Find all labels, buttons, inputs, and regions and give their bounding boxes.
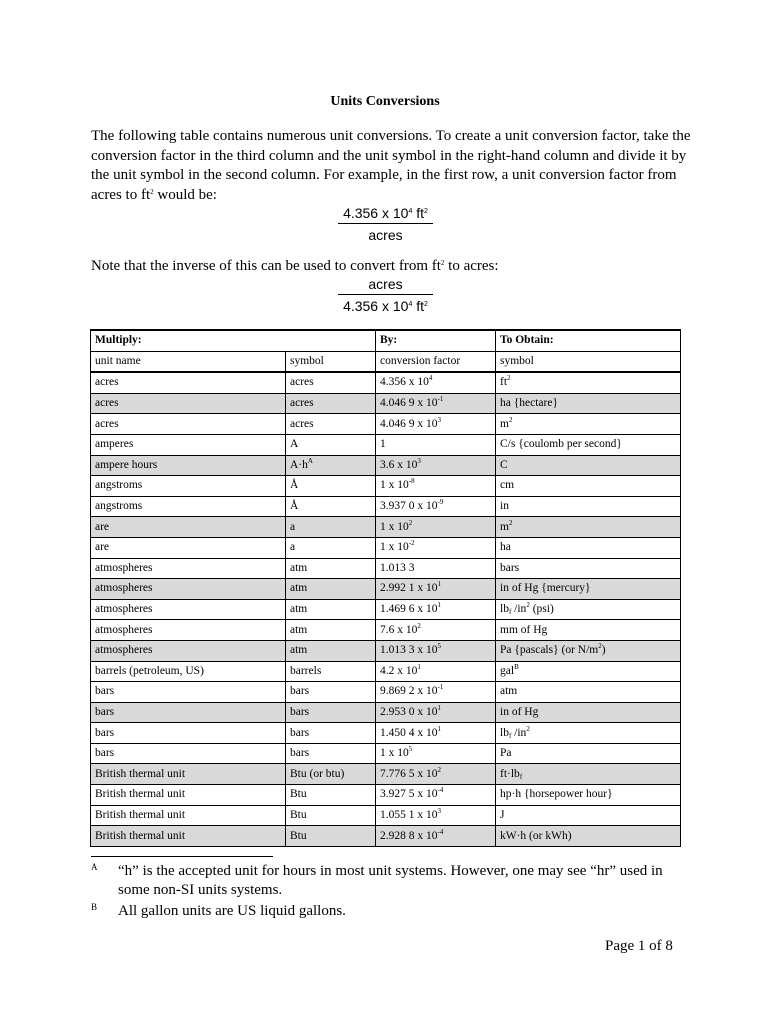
- cell-name: are: [91, 537, 286, 558]
- table-row: [91, 826, 681, 847]
- cell-obtain: bars: [496, 558, 681, 579]
- cell-symbol: Å: [286, 496, 376, 517]
- table-row: [91, 805, 681, 826]
- cell-name: British thermal unit: [91, 805, 286, 826]
- cell-name: atmospheres: [91, 620, 286, 641]
- footnote-text: All gallon units are US liquid gallons.: [118, 903, 346, 919]
- cell-obtain: C: [496, 455, 681, 476]
- table-row: [91, 785, 681, 806]
- table-row: [91, 640, 681, 661]
- cell-name: angstroms: [91, 476, 286, 497]
- footnote-text: “h” is the accepted unit for hours in most unit systems. However, one may see “hr” used in some non-SI units systems.: [118, 863, 663, 898]
- cell-name: bars: [91, 723, 286, 744]
- table-row: [91, 558, 681, 579]
- cell-name: British thermal unit: [91, 785, 286, 806]
- cell-name: ampere hours: [91, 455, 286, 476]
- table-row: [91, 599, 681, 620]
- denominator-unit-exp: 2: [424, 301, 428, 308]
- cell-name: barrels (petroleum, US): [91, 661, 286, 682]
- cell-factor: 1.450 4 x $10^1$: [376, 723, 496, 744]
- table-row: [91, 434, 681, 455]
- cell-factor: 4.046 9 x $10^3$: [376, 414, 496, 435]
- cell-symbol: $A\cdot h^A$: [286, 455, 376, 476]
- cell-factor: 4.046 9 x $10^{-1}$: [376, 393, 496, 414]
- cell-factor: 4.356 x $10^4$: [376, 372, 496, 393]
- intro-sup: 2: [150, 187, 154, 196]
- cell-symbol: atm: [286, 640, 376, 661]
- table-row: [91, 682, 681, 703]
- cell-name: are: [91, 517, 286, 538]
- fraction-denominator: [338, 295, 433, 314]
- inverse-note: [91, 258, 499, 275]
- inverse-fraction: [338, 276, 433, 314]
- header-to-obtain: To Obtain:: [496, 330, 681, 351]
- cell-factor: 1.469 6 x $10^1$: [376, 599, 496, 620]
- page-number: Page 1 of 8: [605, 938, 673, 954]
- cell-name: atmospheres: [91, 640, 286, 661]
- cell-obtain: $lb_f$ $/in^2$: [496, 723, 681, 744]
- cell-obtain: kW·h (or kWh): [496, 826, 681, 847]
- table-row: [91, 414, 681, 435]
- table-subheader-row: [91, 351, 681, 372]
- cell-factor: 1 x $10^5$: [376, 743, 496, 764]
- cell-obtain: Pa {pascals} (or $N/m^2$): [496, 640, 681, 661]
- cell-factor: 1.055 1 x $10^3$: [376, 805, 496, 826]
- cell-factor: 2.928 8 x $10^{-4}$: [376, 826, 496, 847]
- numerator-unit: ft: [412, 205, 425, 221]
- table-row: [91, 764, 681, 785]
- cell-obtain: C/s {coulomb per second}: [496, 434, 681, 455]
- numerator-value: 4.356 x 10: [343, 205, 409, 221]
- header-by: By:: [376, 330, 496, 351]
- cell-symbol: bars: [286, 682, 376, 703]
- table-row: [91, 496, 681, 517]
- cell-obtain: atm: [496, 682, 681, 703]
- cell-factor: 9.869 2 x $10^{-1}$: [376, 682, 496, 703]
- cell-symbol: A: [286, 434, 376, 455]
- conversion-table-body: [91, 330, 681, 846]
- fraction-numerator: acres: [338, 276, 433, 295]
- footnote-mark: B: [91, 902, 98, 912]
- cell-symbol: Btu: [286, 826, 376, 847]
- cell-factor: 3.6 x $10^3$: [376, 455, 496, 476]
- footnote-b: [91, 902, 678, 921]
- table-row: [91, 661, 681, 682]
- cell-name: bars: [91, 682, 286, 703]
- cell-name: atmospheres: [91, 558, 286, 579]
- table-row: [91, 620, 681, 641]
- cell-obtain: gal$^B$: [496, 661, 681, 682]
- cell-name: atmospheres: [91, 579, 286, 600]
- table-row: [91, 476, 681, 497]
- table-row: [91, 393, 681, 414]
- cell-name: acres: [91, 393, 286, 414]
- cell-symbol: a: [286, 517, 376, 538]
- cell-name: British thermal unit: [91, 764, 286, 785]
- cell-symbol: Btu: [286, 785, 376, 806]
- cell-symbol: a: [286, 537, 376, 558]
- cell-symbol: Å: [286, 476, 376, 497]
- table-row: [91, 517, 681, 538]
- conversion-table: [90, 329, 681, 847]
- note-text: Note that the inverse of this can be used to convert from ft: [91, 258, 441, 274]
- cell-obtain: in: [496, 496, 681, 517]
- cell-factor: 1.013 3 x $10^5$: [376, 640, 496, 661]
- cell-obtain: $m^2$: [496, 414, 681, 435]
- cell-obtain: hp·h {horsepower hour}: [496, 785, 681, 806]
- cell-symbol: bars: [286, 702, 376, 723]
- cell-factor: 2.992 1 x $10^1$: [376, 579, 496, 600]
- cell-name: acres: [91, 414, 286, 435]
- cell-symbol: atm: [286, 620, 376, 641]
- example-fraction: [338, 205, 433, 243]
- fraction-numerator: [338, 205, 433, 224]
- cell-obtain: in of Hg: [496, 702, 681, 723]
- cell-obtain: ha {hectare}: [496, 393, 681, 414]
- footnote-mark: A: [91, 862, 98, 872]
- table-row: [91, 455, 681, 476]
- subheader-conversion-factor: conversion factor: [376, 351, 496, 372]
- cell-symbol: acres: [286, 372, 376, 393]
- cell-obtain: $m^2$: [496, 517, 681, 538]
- cell-symbol: bars: [286, 723, 376, 744]
- cell-obtain: in of Hg {mercury}: [496, 579, 681, 600]
- note-sup: 2: [440, 259, 445, 267]
- cell-obtain: $ft^2$: [496, 372, 681, 393]
- header-blank: [286, 330, 376, 351]
- cell-factor: 1 x $10^2$: [376, 517, 496, 538]
- footnote-rule: [91, 856, 273, 857]
- cell-symbol: bars: [286, 743, 376, 764]
- cell-name: bars: [91, 743, 286, 764]
- cell-factor: 1 x $10^{-8}$: [376, 476, 496, 497]
- page-title: Units Conversions: [330, 94, 440, 109]
- footnote-a: [91, 862, 678, 900]
- cell-name: British thermal unit: [91, 826, 286, 847]
- cell-name: atmospheres: [91, 599, 286, 620]
- cell-symbol: atm: [286, 599, 376, 620]
- cell-factor: 2.953 0 x $10^1$: [376, 702, 496, 723]
- cell-factor: 7.776 5 x $10^2$: [376, 764, 496, 785]
- cell-factor: 7.6 x $10^2$: [376, 620, 496, 641]
- cell-symbol: acres: [286, 414, 376, 435]
- cell-name: bars: [91, 702, 286, 723]
- cell-obtain: J: [496, 805, 681, 826]
- intro-end: would be:: [153, 186, 217, 203]
- cell-factor: 3.937 0 x $10^{-9}$: [376, 496, 496, 517]
- cell-factor: 4.2 x $10^1$: [376, 661, 496, 682]
- numerator-unit-exp: 2: [424, 208, 428, 215]
- subheader-obtain-symbol: symbol: [496, 351, 681, 372]
- cell-obtain: mm of Hg: [496, 620, 681, 641]
- cell-symbol: barrels: [286, 661, 376, 682]
- cell-symbol: atm: [286, 558, 376, 579]
- table-row: [91, 702, 681, 723]
- cell-obtain: ha: [496, 537, 681, 558]
- table-row: [91, 372, 681, 393]
- fraction-denominator: acres: [368, 227, 403, 243]
- table-header-row: [91, 330, 681, 351]
- header-multiply: Multiply:: [91, 330, 286, 351]
- numerator-exp: 4: [408, 208, 413, 215]
- denominator-unit: ft: [412, 298, 425, 314]
- cell-factor: 1.013 3: [376, 558, 496, 579]
- table-row: [91, 579, 681, 600]
- table-row: [91, 743, 681, 764]
- denominator-value: 4.356 x 10: [343, 298, 409, 314]
- cell-symbol: Btu (or btu): [286, 764, 376, 785]
- cell-obtain: $ft\cdot lb_f$: [496, 764, 681, 785]
- cell-name: amperes: [91, 434, 286, 455]
- table-row: [91, 537, 681, 558]
- cell-obtain: $lb_f$ $/in^2$ (psi): [496, 599, 681, 620]
- cell-symbol: atm: [286, 579, 376, 600]
- cell-obtain: Pa: [496, 743, 681, 764]
- cell-obtain: cm: [496, 476, 681, 497]
- cell-factor: 1: [376, 434, 496, 455]
- intro-paragraph: [91, 127, 691, 205]
- cell-name: acres: [91, 372, 286, 393]
- note-end: to acres:: [444, 258, 499, 274]
- cell-symbol: Btu: [286, 805, 376, 826]
- denominator-exp: 4: [408, 301, 413, 308]
- cell-symbol: acres: [286, 393, 376, 414]
- subheader-symbol: symbol: [286, 351, 376, 372]
- cell-factor: 3.927 5 x $10^{-4}$: [376, 785, 496, 806]
- intro-text: The following table contains numerous unit conversions. To create a unit conversion factor, take the conversion factor in the third column and the unit symbol in the right-hand column and divide it by the unit symbol in the second column. For example, in the first row, a unit conversion factor from acres to ft: [91, 128, 691, 203]
- cell-factor: 1 x $10^{-2}$: [376, 537, 496, 558]
- cell-name: angstroms: [91, 496, 286, 517]
- table-row: [91, 723, 681, 744]
- subheader-unit-name: unit name: [91, 351, 286, 372]
